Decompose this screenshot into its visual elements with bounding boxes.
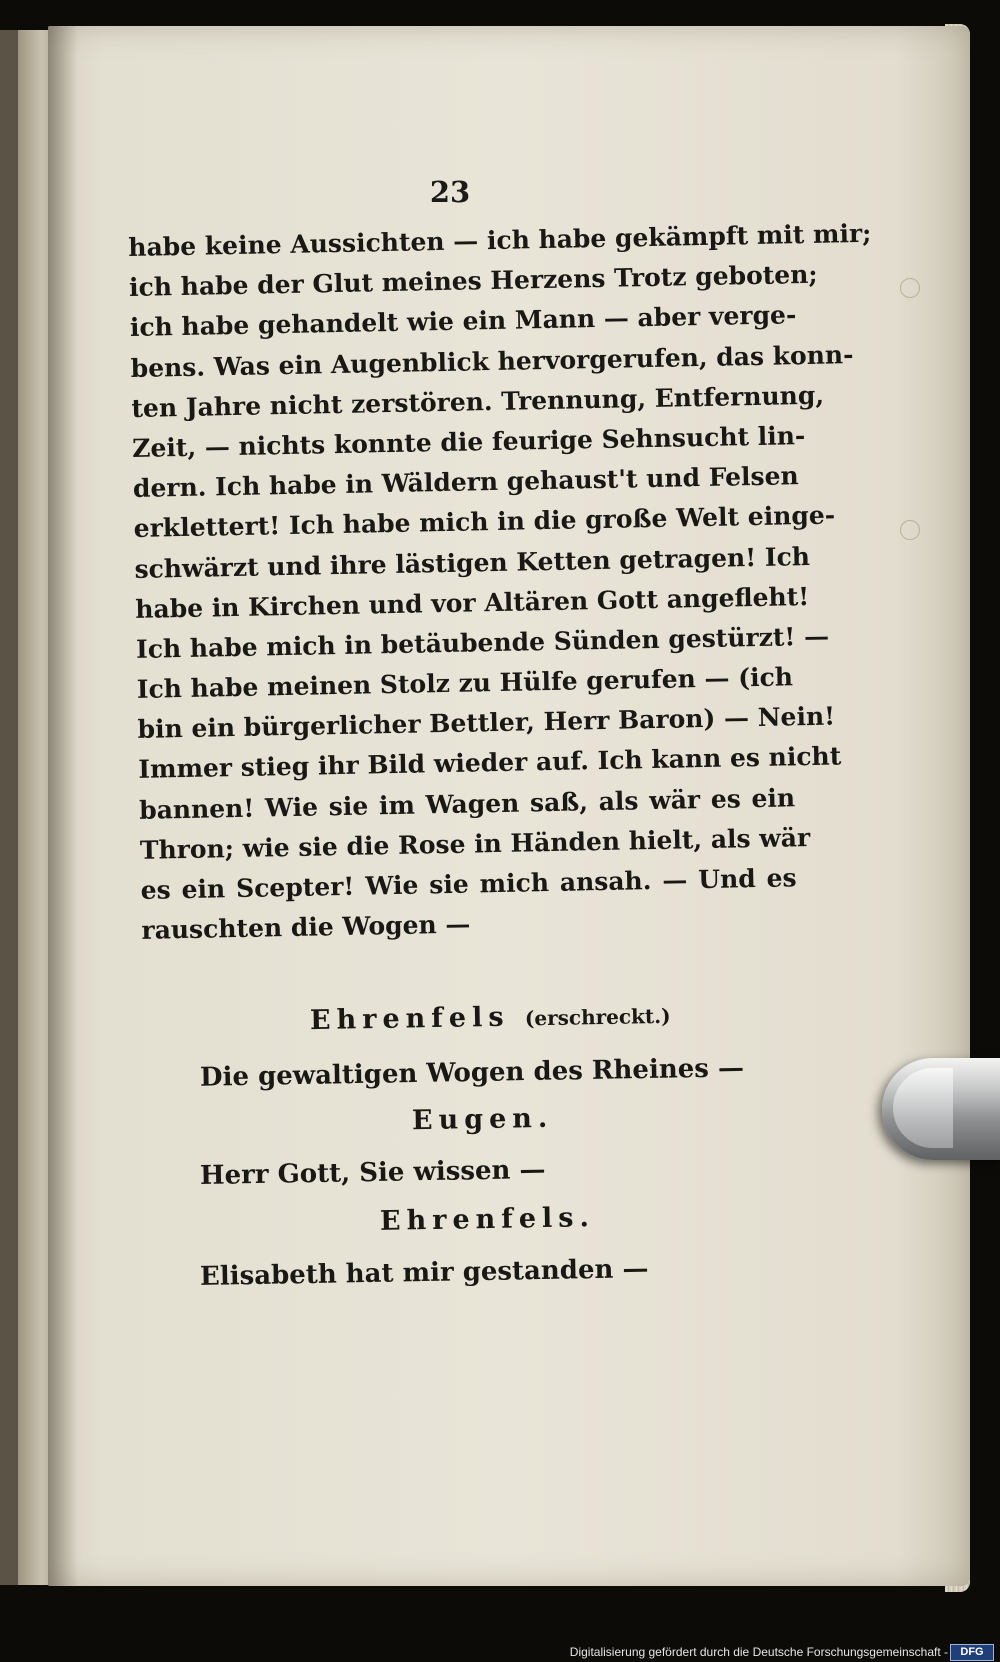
text-line: bens. Was ein Augenblick hervorgerufen, das konn- [130,339,854,383]
left-page-shadow [0,30,18,1585]
dialogue-line: Die gewaltigen Wogen des Rheines — [199,1053,745,1093]
text-line: es ein Scepter! Wie sie mich ansah. — Und es [140,863,797,905]
text-line: bin ein bürgerlicher Bettler, Herr Baron) — Nein! [137,701,836,745]
stage-direction: (erschreckt.) [524,1003,671,1031]
digitization-credit: Digitalisierung gefördert durch die Deutsche Forschungsgemeinschaft - [569,1645,948,1659]
dfg-logo: DFG [950,1644,994,1661]
text-line: ich habe der Glut meines Herzens Trotz geboten; [128,259,818,303]
page-gutter-shadow [48,26,78,1586]
speaker-label: Ehrenfels [309,1001,510,1037]
text-line: habe keine Aussichten — ich habe gekämpft mit mir; [128,218,872,262]
text-line: bannen! Wie sie im Wagen saß, als wär es ein [138,782,796,825]
page-hole-mark [900,520,920,540]
text-line: Ich habe mich in betäubende Sünden gestürzt! — [135,621,830,664]
speaker-name [310,999,671,1036]
text-line: rauschten die Wogen — [141,909,471,946]
text-line: ten Jahre nicht zerstören. Trennung, Entfernung, [131,380,825,423]
page-hole-mark [900,278,920,298]
page-number: 23 [429,175,471,209]
speaker-name: Eugen. [411,1102,554,1137]
text-line: Zeit, — nichts konnte die feurige Sehnsucht lin- [131,420,806,463]
dialogue-line: Elisabeth hat mir gestanden — [199,1254,649,1292]
text-line: erklettert! Ich habe mich in die große Welt einge- [133,500,836,544]
text-line: Ich habe meinen Stolz zu Hülfe gerufen — (ich [136,662,794,704]
text-line: Immer stieg ihr Bild wieder auf. Ich kann es nicht [138,741,842,785]
text-line: habe in Kirchen und vor Altären Gott angefleht! [135,581,810,624]
paragraph-text [128,215,872,951]
text-line: dern. Ich habe in Wäldern gehaust't und Felsen [132,461,799,504]
text-line: ich habe gehandelt wie ein Mann — aber verge- [129,300,797,343]
text-line: schwärzt und ihre lästigen Ketten getragen! Ich [134,541,811,584]
speaker-name: Ehrenfels. [379,1202,596,1237]
text-line: Thron; wie sie die Rose in Händen hielt, als wär [139,822,811,865]
dialogue-line: Herr Gott, Sie wissen — [199,1154,546,1192]
